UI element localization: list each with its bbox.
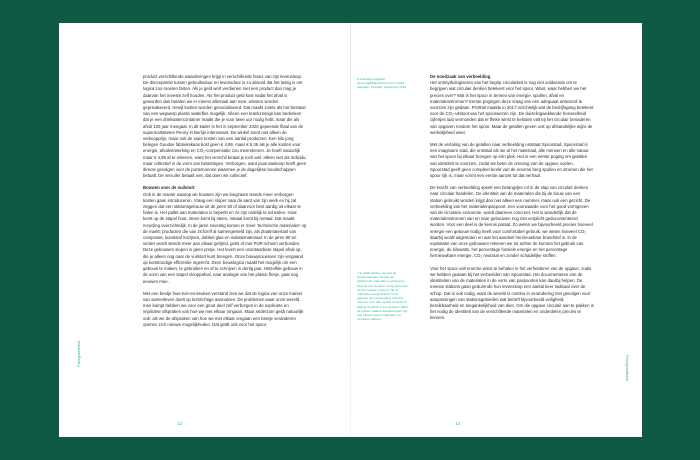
right-page-number: 13 bbox=[455, 421, 461, 426]
right-paragraph-3: De kracht van verbeelding speelt een belangrijke rol in de stap van circulair denken naar circulair handelen. De identiteit van de materialen die bij de bouw van een station gebruikt worden krijgt dan niet alleen een nummer, maar ook een gezicht. De verbeelding van het materialenpaspoort, een voorwaarde voor het goed vormgeven van de circulaire economie, wordt daarmee concreet. Het is wonderlijk dat de materialenstromen van en naar gebouwen nog niet verplicht gedocumenteerd worden. Voor een deel is de kennis paraat. Zo weten we bijvoorbeeld precies hoeveel energie een gebouw nodig heeft voor comfortabel gebruik, we weten hoeveel CO₂ daarbij wordt uitgestoten en wat het aandeel hernieuwbare brandstof is. In de exploitatie van onze gebouwen rekenen we tot achter de komma het gebruik van energie, de kilowatts, het percentage fossiele energie en het percentage hernieuwbare energie, CO₂ neutraal en zonder schadelijke stoffen. bbox=[430, 185, 593, 259]
left-section-heading: Bouwen voor de vuilstort bbox=[143, 185, 195, 191]
right-paragraph-4: Voor het spoor valt enorme winst te behalen in het verhelderen van de opgave, zoals we hebben gedaan bij het verbeelden van Spoorstad. Het documenteren van de identiteiten van de materialen in de vorm van paspoorten kan daarbij helpen. De meeste stations gaan gedurende hun levensloop een aantal keer radicaal over de schop. Dat is ook nodig, want de wereld is continu in verandering met gevolgen voor aanpassingen van stationsgebieden wat betreft bijvoorbeeld veiligheid, bereikbaarheid en toegankelijkheid van dien. Om die opgave circulair aan te pakken is het nodig de identiteit van de verschillende materialen en onderdelen precies te kennen. bbox=[430, 265, 594, 321]
left-page-text bbox=[143, 74, 307, 334]
right-section-heading: De noodzaak van verbeelding bbox=[430, 74, 491, 79]
left-paragraph-1: product verschillende waarderingen krijgt in verschillende fases van zijn levensloop. De discrepantie tussen gebruiksduur en levensduur is zo absurd dat het lastig is om logica zoo moeten farten. Als je geld wort verdienen met een product dan mag je daarvan het meeste zelf houden. Als het product geld kost nadat het afval is geworden dan betalen we er ineens allemaal aan mee: winsten worden geprivatiseerd, terwijl kosten worden gesocialiseerd. Dat maakt zoiets als het bestaan van een wegwerp plastic waterfles mogelijk. Alleen een krankzinnige kan bedenken dat je een drinkwatercontainer maakt die je voor twee uur nodig hebt, maar die als afval 100 jaar meegaat. In dit kader is het in september 2020 gepeende filaal van de supermarktketen Penny in Berlijn interessant. De winkel toont niet alleen de verkoopprijs, maar ook de ware kosten van een aantal producten. Een kilo jong belegen Goudse fabriekskaas kost geen € 4,99, maar € 5,36 als je alle kosten voor energie, afvalverwerking en CO₂-compensatie zou meerekenen. Je hoeft natuurlijk maar € 4,99 af te rekenen, want het verschil betaal je toch wel: alleen niet als individu, maar collectief in de vorm van belastingen. Verborgen, want jouw aankoop heeft geen directe gevolgen voor de portemonnee waarmee je de dagelijkse boodschappen betaalt. De verruiler betaalt niet, dat doen we collectief. bbox=[143, 74, 307, 179]
book-spread bbox=[59, 23, 642, 437]
right-paragraph-2: Met de vertaling van de getallen naar verbeelding ontstaat Spoorstad. Spoorstad is een imaginaire stad, die ontstaat als we al het materiaal, alle mensen en alle natuur van het spoor bij elkaar brengen op één plek. Het is een eerste poging om getallen van identiteit te voorzien, zodat we beter de omvang van de opgave voelen. Spoorstad geeft geen compleet beeld van de enorme berg spullen en stromen die het spoor rijk is, maar vormt een eerste aanzet tot dat verhaal. bbox=[430, 142, 593, 179]
left-paragraph-2: Ook in de manier waarop we bouwen zijn we langzaam steeds meer verborgen kosten gaan introduceren. Vraag een sloper naar de aard van zijn werk en hij zal zeggen dat een stationsgebouw uit de jaren 60 of daarvoor best aardig uit elkaar te halen is. Het pallet aan materialen is beperkt en ze zijn redelijk te scheiden. Hout komt op de stapel hout, steen komt bij steen, metaal komt bij metaal. Dat maakt recycling overzichtelijk. In de jaren zeventig komen er meer 'technische materialen' op de markt; producten die van zichzelf al samengesteld zijn, als plaatmateriaal van composiet, kunststof kozijnen, dubbel glas en isolatiemateriaal. In de jaren 80 en verder wordt steeds meer aan elkaar gelijmd, gekit of met PUR-schuim verbonden. Deze gebouwen slopen is geen pretje. Het levert een onontwarbare stapel afval op, die je alleen nog naar de vuilstort kunt brengen. Onze bouwprocessen zijn vergaand op kortstondige efficiëntie ingericht. Deze bouwlogica maakt het mogelijk om een gebouw te maken, te gebruiken en af te schrijven in dertig jaar. Hetzelfde gebouw in de vorm van een stapel slooppafval, naar analogie van het plastic flesje, gaat nog eeuwen mee. bbox=[143, 191, 307, 284]
sidenote-2: 7 In 2018 hebben we met de bouwmaterialen nieuwe de traditionele materialen voorwerpen bekend van de jaren zestig gebouwd tot het huidige moment. Het is materialen aangebracht in het gebouw van verbeelding. Van dat moment voor alle nieuwe of oude en blijft de koolstof in een gebouw. Maar de manier waarop aanpassingen zijn met elkaar tussen materialen en circulaire stations. bbox=[357, 271, 408, 322]
left-paragraph-3: Met een beetje huis-tuin-en-keuken verstand zien we dat de logica van onze manier van samenleven doelt op kortzichtige aannames. De problemen waar onze wereld mee kampt hebben we voor een groot deel zelf verborgen in de expliciete en impliciete afspraken van hoe we met elkaar omgaan. Maar anderzom geldt natuurlijk ook: als we de afspraken van hoe we met elkaar omgaan een beetje veranderen openen zich nieuwe mogelijkheden. Dat geldt ook voor het spoor. bbox=[143, 290, 304, 327]
sidenote-1: 6 Krachtige dagblad Spoorstad/Maastrichtse bron 2021 aangaan: Fotofaar. september 2016 bbox=[357, 77, 407, 90]
right-page-text bbox=[430, 74, 594, 328]
left-side-label: Paragraaftekst bbox=[76, 340, 81, 367]
right-paragraph-1: Het ontmythologiseren van het begrip circulariteit is nog niet voldoende om te begrijpen wat circulair denken betekent voor het spoor. Want, waar hebben we het precies over? Wat is het spoor in termen van energie, spullen, afval en materialenstromen? Eerste pogingen deze vraag van een adequaat antwoord te voorzien zijn gedaan. ProRail maakte in 2017 inzichtelijk wat de bedrijfsgang betekent voor de CO₂-uitstoot van het spoorwezen zijn. De duizelingwekkende hoeveelheid cijfertjes laat vermoeden dat er flinke winst te behalen valt bij het circulair benaderen van opgaven rondom het spoor. Maar de getallen geven ook op afstandelijke wijze de werkelijkheid weer. bbox=[430, 80, 594, 135]
right-side-label: Paragraaftekst bbox=[625, 355, 630, 382]
left-page-number: 12 bbox=[177, 421, 183, 426]
page-gutter bbox=[350, 23, 351, 437]
